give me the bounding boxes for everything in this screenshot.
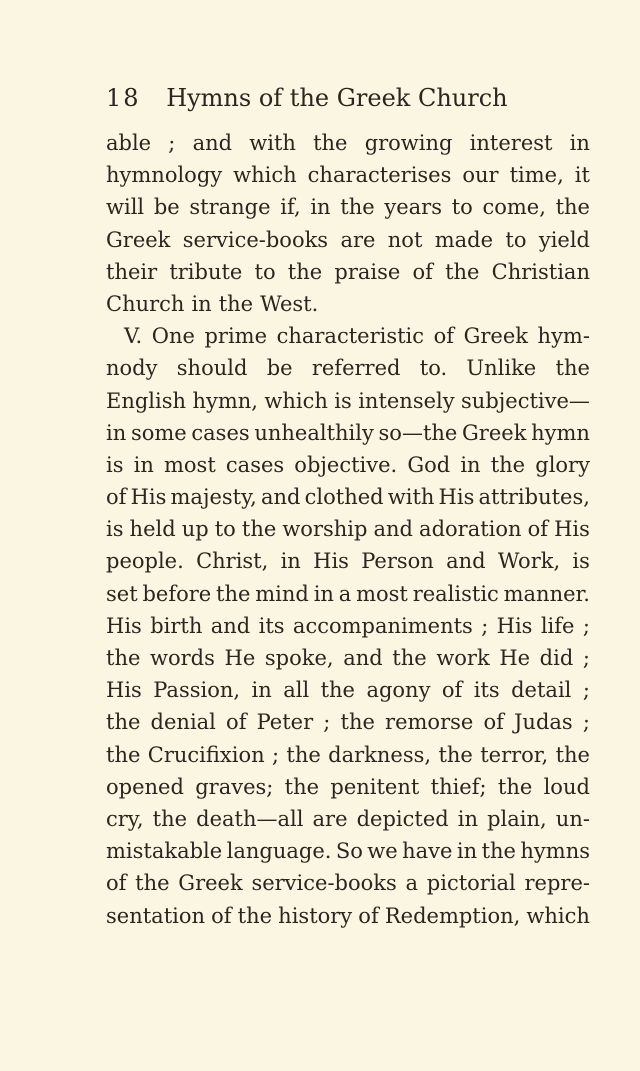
word: Greek (463, 324, 528, 349)
text-line (106, 900, 590, 932)
word: sentation (106, 903, 206, 928)
word: all (283, 678, 310, 703)
word: be (153, 195, 180, 220)
word: of (483, 710, 504, 735)
word: ; (582, 710, 590, 735)
word: should (176, 356, 248, 381)
word: in (191, 291, 212, 316)
word: time, (509, 163, 564, 188)
word: referred (311, 356, 401, 381)
word: and (343, 646, 383, 670)
word: words (150, 646, 215, 670)
word: the (497, 774, 533, 799)
running-head (106, 84, 590, 114)
word: mistakable (106, 839, 223, 864)
word: unhealthily (254, 420, 374, 445)
word: attributes, (478, 485, 590, 510)
word: service-books (182, 227, 329, 252)
word: did (539, 646, 574, 670)
word: repre- (524, 871, 590, 896)
word: His (313, 549, 349, 574)
word: ; (582, 613, 590, 638)
text-line (106, 610, 590, 642)
word: the (490, 452, 526, 477)
word: One (151, 324, 195, 349)
word: Redemption, (384, 903, 521, 928)
word: and (210, 613, 251, 638)
word: realistic (412, 581, 499, 606)
word: the (555, 195, 590, 220)
word: is (106, 517, 124, 542)
word: in (310, 195, 331, 220)
word: is (572, 549, 590, 574)
word: darkness, (328, 742, 432, 767)
text-line (106, 642, 590, 674)
running-title: Hymns of the Greek Church (166, 84, 508, 112)
word: the (106, 646, 141, 670)
word: pictorial (426, 871, 516, 896)
word: Judas (514, 710, 573, 735)
word: in (251, 678, 272, 703)
word: the (438, 742, 473, 767)
word: people. (106, 549, 184, 574)
word: hymn, (192, 388, 258, 413)
word: and (446, 549, 486, 574)
word: the (555, 356, 590, 381)
word: growing (364, 131, 453, 155)
word: to (214, 517, 236, 542)
word: years (384, 195, 443, 220)
word: He (499, 646, 531, 670)
word: Work, (497, 549, 561, 574)
word: worship (282, 517, 368, 542)
word: hym- (537, 324, 590, 349)
word: to (451, 195, 473, 220)
text-line (106, 545, 590, 577)
body-text (106, 127, 590, 932)
word: Peter (256, 710, 314, 735)
word: of (441, 678, 463, 703)
word: V. (124, 324, 143, 349)
word: English (106, 388, 187, 413)
text-line (106, 449, 590, 481)
word: work (436, 646, 490, 670)
word: in (280, 549, 301, 574)
word: in (569, 131, 590, 155)
word: of (358, 903, 379, 928)
word: remorse (385, 710, 474, 735)
word: So (335, 839, 363, 864)
word: before (142, 581, 212, 606)
word: the (320, 678, 355, 703)
text-line (106, 578, 590, 610)
word: hymnology (106, 163, 223, 188)
word: mind (255, 581, 309, 606)
word: to (254, 259, 276, 284)
word: un- (555, 806, 590, 831)
word: is (106, 452, 124, 477)
text-line (106, 224, 590, 256)
text-line (106, 513, 590, 545)
word: characterises (307, 163, 452, 188)
word: the (445, 259, 480, 284)
word: which (526, 903, 590, 928)
text-line (106, 159, 590, 191)
word: terror, (480, 742, 549, 767)
text-line (106, 867, 590, 899)
word: of (226, 710, 247, 735)
word: interest (469, 131, 553, 155)
word: cry, (106, 806, 144, 831)
word: Crucifixion (147, 742, 265, 767)
word: Christ, (196, 549, 269, 574)
text-line (106, 739, 590, 771)
word: are (312, 806, 348, 831)
word: opened (106, 774, 184, 799)
word: birth (150, 613, 203, 638)
word: language. (226, 839, 332, 864)
word: the (340, 710, 375, 735)
word: their (106, 259, 158, 284)
text-line (106, 288, 590, 320)
text-line (106, 674, 590, 706)
word: accompaniments (292, 613, 473, 638)
word: Greek (106, 227, 171, 252)
word: the (152, 806, 188, 831)
word: so—the (378, 420, 458, 445)
word: in (313, 581, 334, 606)
word: death—all (196, 806, 304, 831)
word: the (286, 742, 321, 767)
text-line (106, 481, 590, 513)
word: agony (366, 678, 431, 703)
word: to (505, 227, 527, 252)
word: the (340, 195, 375, 220)
word: set (106, 581, 138, 606)
word: of (527, 517, 549, 542)
text-line (106, 706, 590, 738)
word: glory (535, 452, 590, 477)
text-line (106, 803, 590, 835)
word: the (135, 871, 170, 896)
word: strange (189, 195, 271, 220)
word: in (456, 839, 478, 864)
word: ; (582, 678, 590, 703)
word: ; (168, 131, 176, 155)
word: intensely (358, 388, 455, 413)
word: His (496, 613, 533, 638)
word: denial (150, 710, 216, 735)
word: His (554, 517, 590, 542)
word: service-books (251, 871, 397, 896)
word: we (367, 839, 398, 864)
word: and (261, 485, 301, 510)
word: in (106, 420, 127, 445)
word: a (338, 581, 352, 606)
word: of (433, 324, 455, 349)
word: the (287, 259, 323, 284)
word: the (237, 903, 273, 928)
word: Christian (491, 259, 590, 284)
word: thief; (430, 774, 487, 799)
word: His (106, 613, 142, 638)
text-line (106, 320, 590, 352)
word: nody (106, 356, 158, 381)
word: Church (106, 291, 185, 316)
word: of (412, 259, 433, 284)
word: prime (204, 324, 268, 349)
word: the (106, 742, 141, 767)
word: our (462, 163, 499, 188)
word: come, (482, 195, 546, 220)
word: in (133, 452, 154, 477)
word: Passion, (153, 678, 241, 703)
word: cases (191, 420, 250, 445)
word: able (106, 131, 152, 155)
word: Person (361, 549, 434, 574)
word: held (129, 517, 176, 542)
word: tribute (169, 259, 243, 284)
word: graves; (195, 774, 274, 799)
word: be (266, 356, 293, 381)
word: hymn (531, 420, 590, 445)
word: the (106, 710, 141, 735)
word: objective. (294, 452, 398, 477)
word: with (387, 485, 435, 510)
word: He (224, 646, 256, 670)
word: the (241, 517, 277, 542)
word: cases (225, 452, 285, 477)
word: West. (260, 291, 319, 316)
word: depicted (356, 806, 449, 831)
text-line (106, 835, 590, 867)
text-line (106, 385, 590, 417)
word: some (130, 420, 187, 445)
word: hymns (520, 839, 590, 864)
word: Unlike (466, 356, 537, 381)
word: in (457, 806, 479, 831)
word: the (284, 774, 320, 799)
word: subjective— (461, 388, 590, 413)
text-line (106, 417, 590, 449)
word: the (481, 839, 516, 864)
word: the (218, 291, 254, 316)
page-number: 18 (106, 84, 141, 112)
word: clothed (304, 485, 384, 510)
word: and (373, 517, 413, 542)
word: manner. (503, 581, 590, 606)
word: majesty, (170, 485, 257, 510)
word: ; (271, 742, 280, 767)
word: if, (280, 195, 301, 220)
word: praise (334, 259, 401, 284)
word: of (106, 871, 127, 896)
word: the (555, 742, 590, 767)
word: most (356, 581, 408, 606)
word: ; (481, 613, 489, 638)
word: the (216, 581, 251, 606)
word: Greek (462, 420, 527, 445)
word: made (434, 227, 494, 252)
word: characteristic (276, 324, 425, 349)
word: its (473, 678, 500, 703)
text-line (106, 352, 590, 384)
word: loud (543, 774, 590, 799)
word: most (164, 452, 216, 477)
word: not (387, 227, 423, 252)
word: to. (419, 356, 448, 381)
word: with (249, 131, 296, 155)
word: God (407, 452, 451, 477)
text-line (106, 771, 590, 803)
word: His (106, 678, 142, 703)
word: plain, (487, 806, 547, 831)
word: are (340, 227, 376, 252)
text-line (106, 256, 590, 288)
word: which (233, 163, 297, 188)
word: which (264, 388, 328, 413)
word: is (334, 388, 352, 413)
word: of (106, 485, 127, 510)
word: have (402, 839, 453, 864)
word: ; (582, 646, 590, 670)
word: and (192, 131, 233, 155)
word: of (211, 903, 232, 928)
word: the (392, 646, 427, 670)
word: yield (538, 227, 590, 252)
word: His (130, 485, 167, 510)
text-line (106, 127, 590, 159)
word: the (313, 131, 348, 155)
text-line (106, 191, 590, 223)
word: up (181, 517, 209, 542)
word: it (574, 163, 590, 188)
word: history (278, 903, 353, 928)
word: His (438, 485, 475, 510)
word: its (258, 613, 285, 638)
word: will (106, 195, 145, 220)
word: Greek (178, 871, 243, 896)
word: life (540, 613, 575, 638)
word: adoration (419, 517, 522, 542)
word: penitent (330, 774, 420, 799)
word: a (405, 871, 419, 896)
word: spoke, (264, 646, 334, 670)
word: ; (323, 710, 331, 735)
word: in (460, 452, 481, 477)
word: detail (511, 678, 572, 703)
